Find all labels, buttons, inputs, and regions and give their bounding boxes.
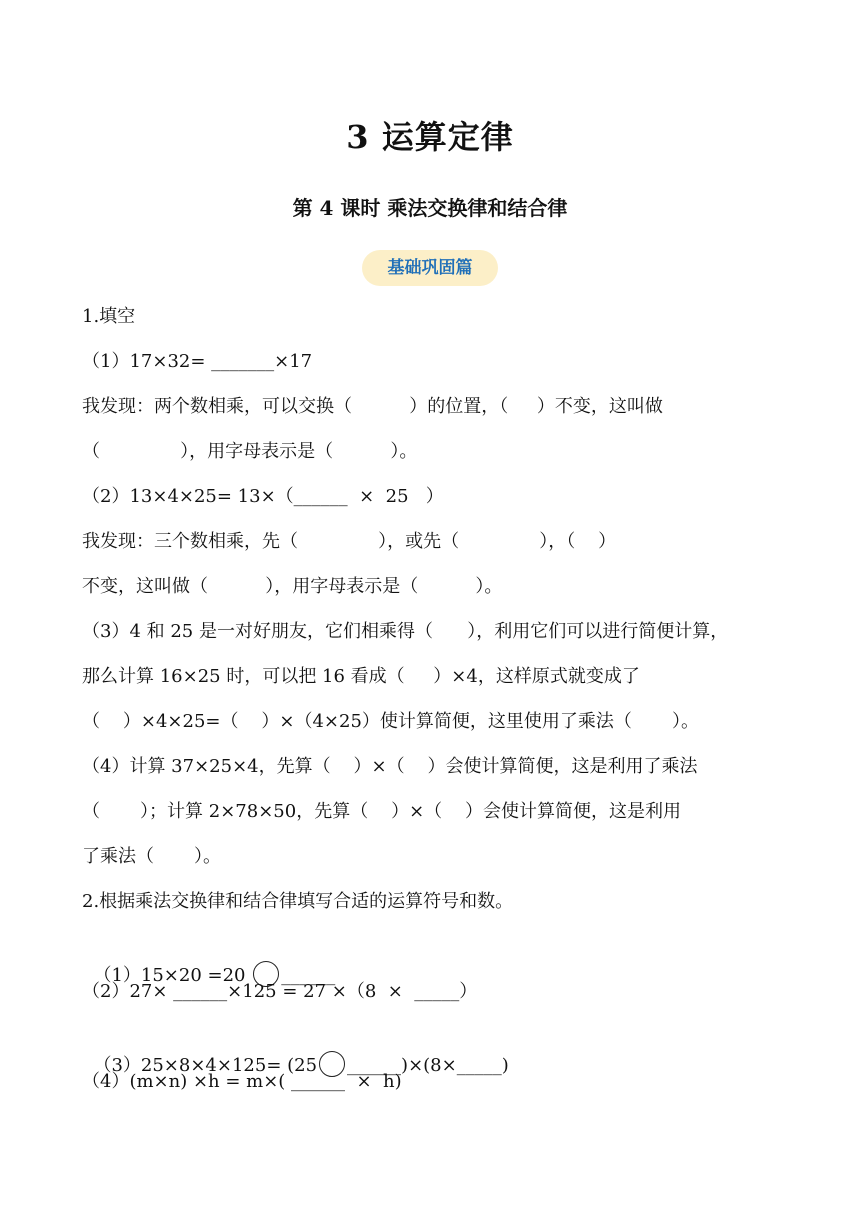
- q2-part-4: （4）(m×n) ×h = m×( ______ × h): [82, 1071, 402, 1092]
- q1-line-5: 我发现：三个数相乘，先（ ），或先（ ），（ ）: [82, 531, 617, 552]
- q1-line-4: （2）13×4×25= 13×（______ × 25 ）: [82, 486, 444, 507]
- lesson-subtitle: 第 4 课时 乘法交换律和结合律: [292, 196, 568, 220]
- page-title: 3 运算定律: [346, 118, 514, 156]
- q2-part-3-text: （3）25×8×4×125= (25: [93, 1055, 318, 1076]
- q1-line-11: （ ）；计算 2×78×50，先算（ ）×（ ）会使计算简便，这是利用: [82, 801, 682, 822]
- q1-line-7: （3）4 和 25 是一对好朋友，它们相乘得（ ），利用它们可以进行简便计算，: [82, 621, 729, 642]
- q1-line-6: 不变，这叫做（ ），用字母表示是（ ）。: [82, 576, 503, 597]
- q1-line-8: 那么计算 16×25 时，可以把 16 看成（ ）×4，这样原式就变成了: [82, 666, 640, 687]
- q1-line-2: 我发现：两个数相乘，可以交换（ ）的位置，（ ）不变，这叫做: [82, 396, 663, 417]
- section-badge-wrap: [0, 250, 860, 286]
- q2-part-1-blank: ______: [281, 965, 336, 986]
- question-1-heading: 1.填空: [82, 306, 136, 327]
- q2-part-1-text: （1）15×20 =20: [93, 965, 252, 986]
- q1-line-9: （ ）×4×25=（ ）×（4×25）使计算简便，这里使用了乘法（ ）。: [82, 711, 699, 732]
- q1-line-3: （ ），用字母表示是（ ）。: [82, 441, 418, 462]
- q2-part-2: （2）27× ______×125 = 27 ×（8 × _____）: [82, 981, 478, 1002]
- q1-line-1: （1）17×32= _______×17: [82, 351, 313, 372]
- question-2-heading: 2.根据乘法交换律和结合律填写合适的运算符号和数。: [82, 891, 514, 912]
- q2-part-3-rest: ______)×(8×_____): [347, 1055, 509, 1076]
- section-badge: 基础巩固篇: [362, 250, 498, 286]
- q1-line-12: 了乘法（ ）。: [82, 846, 222, 867]
- q1-line-10: （4）计算 37×25×4，先算（ ）×（ ）会使计算简便，这是利用了乘法: [82, 756, 698, 777]
